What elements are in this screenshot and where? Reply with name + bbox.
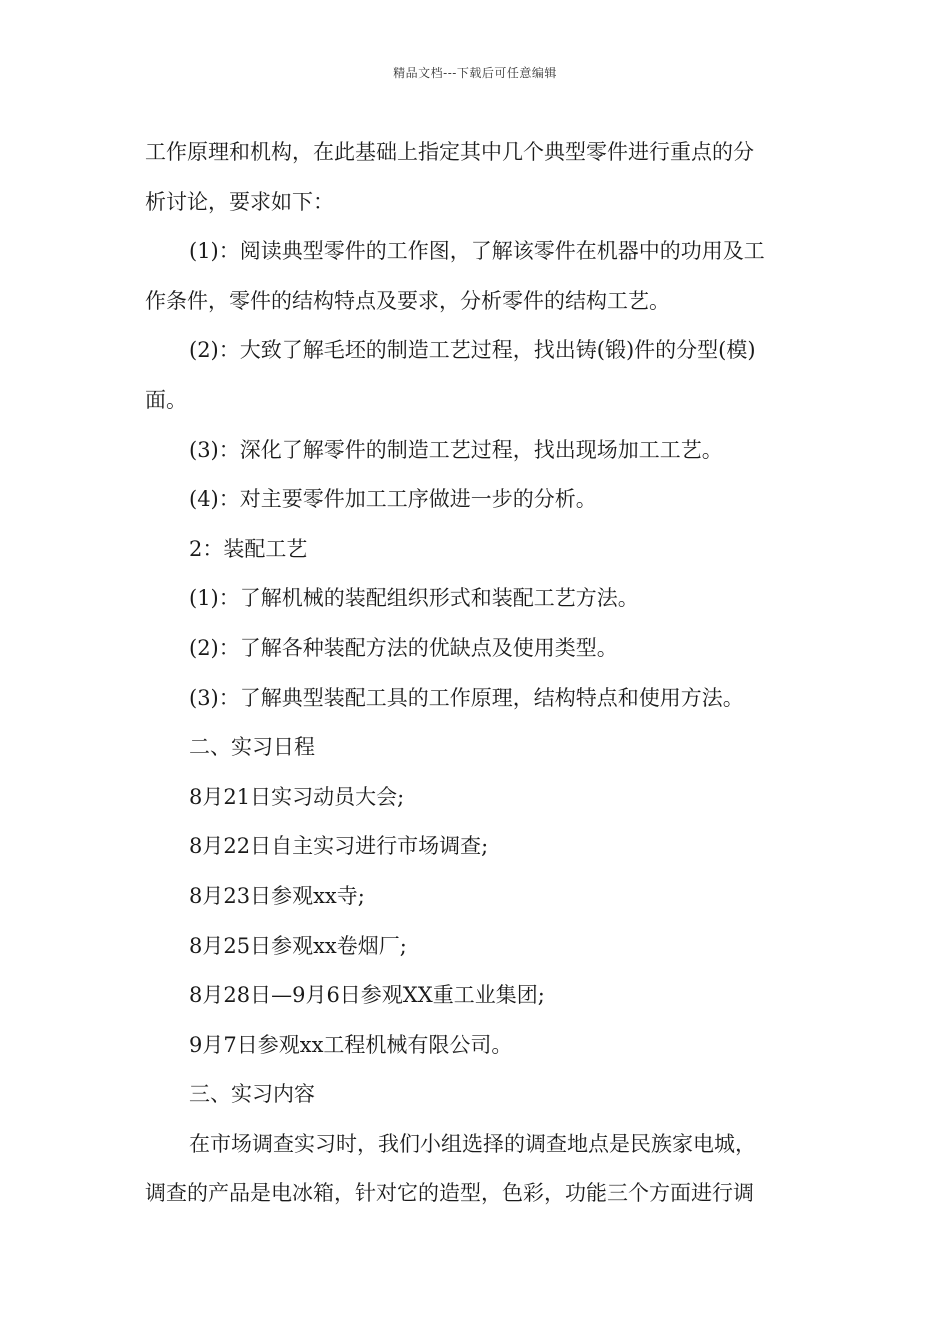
schedule-item: 8月22日自主实习进行市场调查; xyxy=(189,834,489,859)
section-heading: 三、实习内容 xyxy=(189,1082,315,1107)
schedule-item: 8月28日—9月6日参观XX重工业集团; xyxy=(189,983,545,1008)
document-body xyxy=(145,128,809,1219)
paragraph-line: 面。 xyxy=(145,387,187,412)
paragraph-line: 作条件，零件的结构特点及要求，分析零件的结构工艺。 xyxy=(145,288,670,313)
list-item: (1)：了解机械的装配组织形式和装配工艺方法。 xyxy=(189,586,639,611)
list-item: (3)：了解典型装配工具的工作原理，结构特点和使用方法。 xyxy=(189,685,744,710)
paragraph-line: 在市场调查实习时，我们小组选择的调查地点是民族家电城， xyxy=(189,1131,756,1156)
paragraph-line: 调查的产品是电冰箱，针对它的造型，色彩，功能三个方面进行调 xyxy=(145,1181,754,1206)
schedule-item: 8月23日参观xx寺; xyxy=(189,883,365,908)
list-item: (2)：大致了解毛坯的制造工艺过程，找出铸(锻)件的分型(模) xyxy=(189,338,756,363)
schedule-item: 8月25日参观xx卷烟厂; xyxy=(189,933,407,958)
list-item: (2)：了解各种装配方法的优缺点及使用类型。 xyxy=(189,635,618,660)
page-header: 精品文档---下载后可任意编辑 xyxy=(393,66,557,80)
section-heading: 二、实习日程 xyxy=(189,735,315,760)
schedule-item: 9月7日参观xx工程机械有限公司。 xyxy=(189,1032,513,1057)
list-item: (3)：深化了解零件的制造工艺过程，找出现场加工工艺。 xyxy=(189,437,723,462)
list-item: (1)：阅读典型零件的工作图，了解该零件在机器中的功用及工 xyxy=(189,239,765,264)
paragraph-line: 工作原理和机构，在此基础上指定其中几个典型零件进行重点的分 xyxy=(145,140,754,164)
paragraph-line: 析讨论，要求如下： xyxy=(145,189,334,214)
list-item: (4)：对主要零件加工工序做进一步的分析。 xyxy=(189,487,597,512)
schedule-item: 8月21日实习动员大会; xyxy=(189,784,405,809)
section-heading: 2：装配工艺 xyxy=(189,536,308,561)
